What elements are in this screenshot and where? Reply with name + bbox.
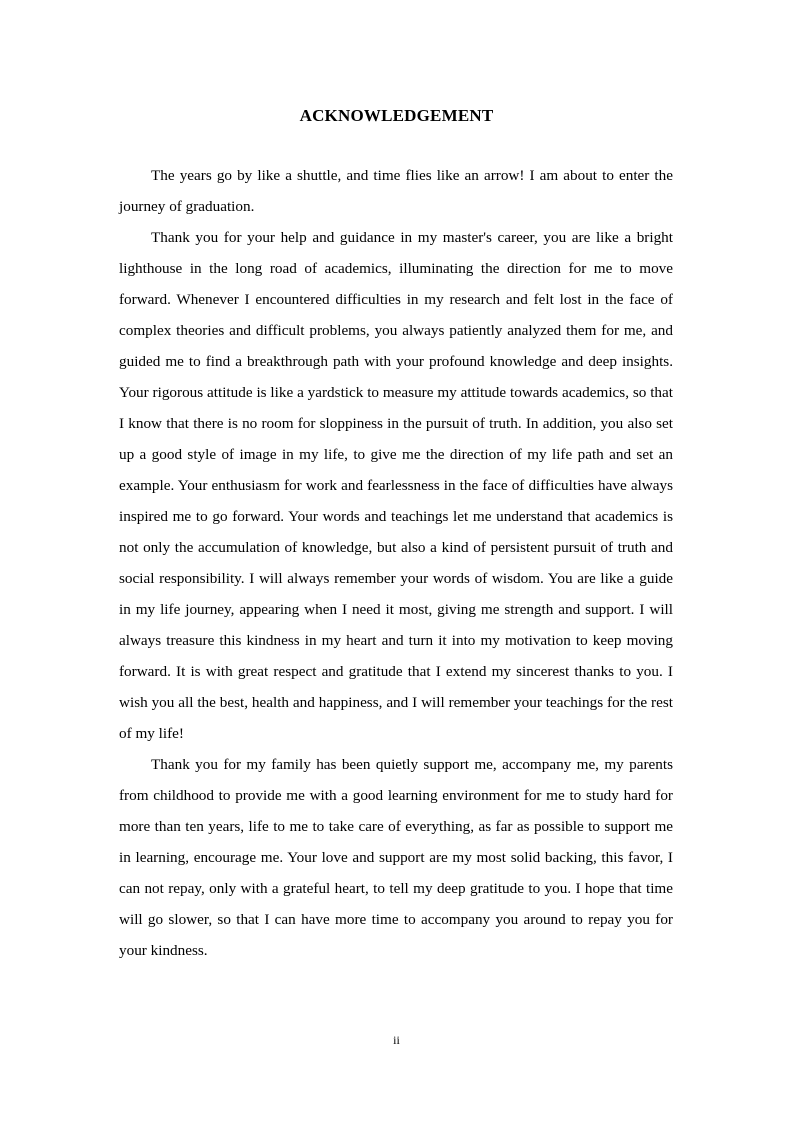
paragraph-family-thanks: Thank you for my family has been quietly support me, accompany me, my parents from childhood to provide me with a good learning environment for me to study hard for more than ten years, life to me to take care of everything, as far as possible to support me in learning, encourage me. Your love and support are my most solid backing, this favor, I can not repay, only with a grateful heart, to tell my deep gratitude to you. I hope that time will go slower, so that I can have more time to accompany you around to repay you for your kindness. bbox=[119, 756, 673, 959]
paragraph-supervisor-thanks: Thank you for your help and guidance in my master's career, you are like a bright lighthouse in the long road of academics, illuminating the direction for me to move forward. Whenever I encountered difficulties in my research and felt lost in the face of complex theories and difficult problems, you always patiently analyzed them for me, and guided me to find a breakthrough path with your profound knowledge and deep insights. Your rigorous attitude is like a yardstick to measure my attitude towards academics, so that I know that there is no room for sloppiness in the pursuit of truth. In addition, you also set up a good style of image in my life, to give me the direction of my life path and set an example. Your enthusiasm for work and fearlessness in the face of difficulties have always inspired me to go forward. Your words and teachings let me understand that academics is not only the accumulation of knowledge, but also a kind of persistent pursuit of truth and social responsibility. I will always remember your words of wisdom. You are like a guide in my life journey, appearing when I need it most, giving me strength and support. I will always treasure this kindness in my heart and turn it into my motivation to keep moving forward. It is with great respect and gratitude that I extend my sincerest thanks to you. I wish you all the best, health and happiness, and I will remember your teachings for the rest of my life! bbox=[119, 229, 673, 742]
page-title: ACKNOWLEDGEMENT bbox=[299, 106, 494, 125]
body-text bbox=[119, 160, 673, 966]
page-number: ii bbox=[393, 1033, 400, 1047]
paragraph-intro: The years go by like a shuttle, and time flies like an arrow! I am about to enter the journey of graduation. bbox=[119, 167, 673, 215]
